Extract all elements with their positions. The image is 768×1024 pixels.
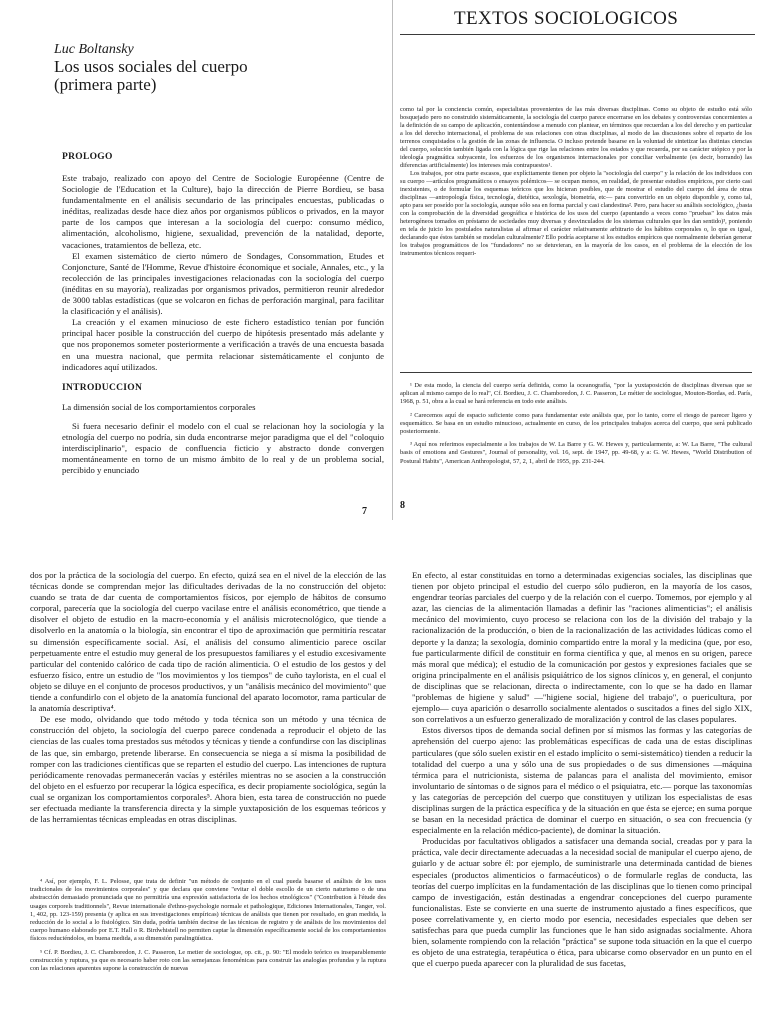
page7-paragraph-4: Si fuera necesario definir el modelo con el cual se relacionan hoy la sociología y la etnología del cuerpo no podría, sin duda encontrarse mejor paradigma que el del "coloquio interdisciplinario", espacio de confluencia ficticio y abstracto donde convergen momentáneamente en torno de un mismo ámbito de lo real y de un problema social, percibido y enunciado bbox=[62, 420, 384, 476]
prologo-heading: PROLOGO bbox=[62, 152, 113, 162]
footnote-4: ⁴ Así, por ejemplo, F. L. Pelosse, que trata de definir "un método de conjunto en el cual pueda basarse el análisis de los usos tradicionales de los movimientos corporales" y que declara que conviene "evitar el doble escollo de un cierto naturismo o de una abstracción demasiado pronunciada que no permitiría una expresión satisfactoria de los hechos etnológicos" ("Contribution à l'étude des usages corporels traditionnels", Revue internationale d'ethno-psychologie normale et pathologique, Ediciones Internationales, Tanger, vol. 1, 402, pp. 123-159) presenta (y aplica en sus investigaciones empíricas) técnicas de análisis que tienen por resultado, en gran medida, la reducción de lo social a lo fisiológico. Sin duda, podría también decirse de las técnicas de registro y de análisis de los movimientos del cuerpo humano elaborado por E.T. Hall o R. Birdwhistell no permiten captar la dimensión específicamente social de los comportamientos físicos reduciéndolos, en buena medida, a su dimensión paralingüística. bbox=[30, 878, 386, 943]
lower-left-footnotes bbox=[30, 878, 386, 1024]
lower-right-paragraph-3: Producidas por facultativos obligados a satisfacer una demanda social, creadas por y para la práctica, vale decir directamente adecuadas a la necesidad social de manipular el cuerpo ajeno, de guiarlo y de actuar sobre él: por ejemplo, de suministrarle una determinada cantidad de bienes especiales (productos alimenticios o farmacéuticos) o de formularle reglas de conducta, las teorías del cuerpo implícitas en la fundamentación de las disciplinas que lo tienen como principal campo de investigación, están destinadas a engendrar concepciones del cuerpo puramente funcionalistas. Este se convierte en una suerte de instrumento ajustado a fines específicos, que posee correlativamente y, en cierto modo por esencia, necesidades especiales que deben ser satisfechas para que pueda cumplir las funciones que le han sido asignadas socialmente. Ahora bien, solamente rompiendo con la relación "práctica" se supone toda situación en la que el cuerpo es objeto de una estrategia, terapéutica o ética, para ubicarse como observador en un punto en el que el cuerpo pueda aparecer con la pluralidad de sus facetas, bbox=[412, 836, 752, 969]
page-gutter bbox=[392, 0, 393, 520]
lower-right-column bbox=[412, 570, 752, 1024]
lower-left-paragraph-2: De ese modo, olvidando que todo método y toda técnica son un método y una técnica de construcción del objeto, la sociología del cuerpo parece condenada a reproducir el objeto de las ciencias de las cuales toma prestados sus métodos y técnicas y tiende a confundirse con las disciplinas de las que, sin embargo, pretende liberarse. En consecuencia se niega a sí misma la posibilidad de romper con las tradiciones científicas que se reparten el estudio del cuerpo. Las intenciones de ruptura periódicamente renovadas permanecerán vacías y estériles mientras no se asocien a la construcción del objeto en el esfuerzo por recuperar la lógica específica, es decir propiamente sociológica, según la cual se organizan los comportamientos corporales⁵. Ahora bien, esta tarea de construcción no puede ser efectuada mediante la transferencia directa y la simple yuxtaposición de los esquemas teóricos y de las herramientas técnicas empleadas en otras disciplinas. bbox=[30, 714, 386, 825]
footnote-1: ¹ De esta modo, la ciencia del cuerpo sería definida, como la oceanografía, "por la yuxtaposición de disciplinas diversas que se aplican al mismo campo de lo real", Cf. Bordieu, J. C. Chamboredon, J. C. Passeron, Le métier de sociologue, Mouton-Bordas, ed. París, 1968, p. 51, obra a la cual se hará referencia en todo este análisis. bbox=[400, 382, 752, 406]
section-subheading: La dimensión social de los comportamientos corporales bbox=[62, 401, 256, 412]
page7-paragraph-3: La creación y el examen minucioso de este fichero estadístico tenían por función principal hacer posible la construcción del cuerpo de hipótesis presentado más adelante y que nos proponemos someter posteriormente a verificación a través de una encuesta basada en una muestra nacional, que permita relacionar sistemáticamente el conjunto de indicadores aquí utilizados. bbox=[62, 317, 384, 372]
series-title: TEXTOS SOCIOLOGICOS bbox=[454, 8, 679, 29]
article-title-line1: Los usos sociales del cuerpo bbox=[54, 57, 248, 76]
footnote-3: ³ Aquí nos referimos especialmente a los trabajos de W. La Barre y G. W. Hewes y, particularmente, a: W. La Barre, "The cultural basis of emotions and Gestures", Journal of personality, vol. 16, sept. de 1947, pp. 49-68, y a: G. W. Hewes, "World Distribution of Postural Habits", American Anthropologist, 57, 2, 1, abril de 1955, pp. 231-244. bbox=[400, 441, 752, 465]
footnote-5: ⁵ Cf. P. Bordieu, J. C. Chamboredon, J. C. Passeron, Le metier de sociologue, op. cit., p. 90: "El modelo teórico es inseparablemente construcción y ruptura, ya que es necesario haber roto con las semejanzas fenoménicas para construir las analogías profundas y la ruptura con las relaciones aparentes supone la construcción de nuevas bbox=[30, 948, 386, 973]
page8-footnotes bbox=[400, 382, 752, 494]
page7-paragraph-2: El examen sistemático de cierto número de Sondages, Consommation, Etudes et Conjoncture, Santé de l'Homme, Revue d'histoire économique et sociale, Annales, etc., y la recolección de las principales investigaciones relacionadas con la sociología del cuerpo (inéditas en su mayoría), realizadas por organismos privados, permitieron reunir alrededor de 3000 tablas estadísticas (que se volcaron en fichas de perforación marginal, para facilitar la clasificación y el análisis). bbox=[62, 250, 384, 317]
page-number-7: 7 bbox=[362, 506, 367, 517]
lower-left-column bbox=[30, 570, 386, 860]
page-number-8: 8 bbox=[400, 500, 405, 511]
introduccion-heading: INTRODUCCION bbox=[62, 382, 143, 393]
page8-column bbox=[400, 106, 752, 368]
page8-footnote-rule bbox=[400, 372, 752, 373]
page7-paragraph-1: Este trabajo, realizado con apoyo del Centre de Sociologie Européenne (Centre de Sociologie de l'Education et la Culture), bajo la dirección de Pierre Bordieu, se basa fundamentalmente en el análisis secundario de las principales encuestas, publicadas o inéditas, realizadas desde hace diez años por organismos públicos o privados, en la mayor parte de los campos que interesan a la sociología del cuerpo: consumo médico, alimentación, alcoholismo, higiene, sexualidad, prevención de la natalidad, deporte, vacaciones, tratamientos de belleza, etc. bbox=[62, 173, 384, 250]
page8-paragraph-2: Los trabajos, por otra parte escasos, que explícitamente tienen por objeto la "sociología del cuerpo" y la relación de los individuos con su cuerpo —artículos programáticos o ensayos polémicos— se ocupan menos, en realidad, de presentar estudios empíricos, por cierto casi inexistentes, o de formular los esquemas teóricos que los hicieran posibles, que de mostrar el estudio del cuerpo del área de otras disciplinas —antropología física, tecnología, dietética, sexología, biometría, etc— para convertirlo en un objeto disponible y, como tal, apto para ser poseído por la sociología, aunque sólo sea en forma parcial y casi clandestina². Pero, para hacer su análisis sociológico, ¿basta con la comprobación de la diversidad geográfica e histórica de los usos del cuerpo (apuntando a veces como "pruebas" los datos más heterogéneos tomados en préstamo de sociedades muy diversas y desvinculados de los sistemas culturales que les dan sentido)³, poniendo en tela de juicio los postulados naturalistas al afirmar el carácter relativamente arbitrario de los hábitos corporales o, lo que es igual, declarando que éstos también se modelan culturalmente? Ello podría aceptarse si los estudios empíricos que normalmente deberían generar los trabajos programáticos de los "fundadores" no se detuvieran, en la mayoría de los casos, en el problema de la elección de los instrumentos técnicos requeri- bbox=[400, 170, 752, 257]
article-title bbox=[54, 58, 384, 94]
lower-right-paragraph-1: En efecto, al estar constituidas en torno a determinadas exigencias sociales, las disciplinas que tienen por objeto principal el estudio del cuerpo sólo pudieron, en la mayoría de los casos, engendrar teorías parciales del cuerpo y de la relación con el cuerpo. Tomemos, por ejemplo y al azar, las ciencias de la alimentación llamadas a definir las "raciones alimenticias"; el análisis mecánico del movimiento, cuyo proceso se relaciona con los de la división del trabajo y la racionalización de la producción, o bien de la racionalización de las actividades lúdicas como el deporte y la danza; la sexología, dominio compartido entre la moral y la medicina (que, por eso, fue particularmente difícil de constituir en forma científica y que, al menos en su origen, parece más moral que médica); el estudio de la comunicación por gestos y expresiones faciales que se origina principalmente en el análisis psiquiátrico de los signos clínicos y, en general, el conjunto de disciplinas que se relacionan, directa o indirectamente, con lo que se ha dado en llamar "problemas de higiene y salud" —"higiene social, higiene del trabajo", o puericultura, por ejemplo— cuya aparición o desarrollo socialmente alentados o suscitados a fines del siglo XIX, son correlativos a un esfuerzo generalizado de moralización y control de las clases populares. bbox=[412, 570, 752, 725]
page8-paragraph-1: como tal por la conciencia común, especialistas provenientes de las más diversas disciplinas. Como su objeto de estudio está sólo bosquejado pero no construido sistemáticamente, la sociología del cuerpo parece encerrarse en los debates y controversias concernientes a la definición de su campo de aplicación, contentándose a menudo con plantear, en términos que recuerdan a los del derecho y en particular a los del derecho internacional, el problema de sus relaciones con otras disciplinas, al modo de las discusiones sobre el reparto de los terrenos conquistados o la gestión de las zonas de influencia. O incluso pretende basarse en la voluntad de sintetizar las distintas ciencias del cuerpo, solución también ligada con la lógica que rige las relaciones entre los estados y que recuerda, por su carácter utópico y por la ideología pragmática subyacente, los esfuerzos de los organismos internacionales por conciliar verbalmente (es decir, borrando) las diferencias artificialmente) los intereses más contrapuestos¹. bbox=[400, 106, 752, 169]
article-title-line2: (primera parte) bbox=[54, 75, 157, 94]
author-name: Luc Boltansky bbox=[54, 42, 134, 57]
page7-column bbox=[62, 152, 384, 500]
lower-right-paragraph-2: Estos diversos tipos de demanda social definen por sí mismos las formas y las categorías de aprehensión del cuerpo ajeno: las problemáticas específicas de cada una de estas disciplinas particulares (que sólo suelen existir en el estado implícito o semi-sistemático) tienden a reducir la totalidad del cuerpo a una y sólo una de sus propiedades o de sus dimensiones —máquina térmica para el nutricionista, sistema de palancas para el analista del movimiento, emisor involuntario de síntomas o de signos para el médico o el psiquiatra, etc.— porque las taxonomías y las categorías de percepción del cuerpo que constituyen y utilizan los especialistas de esas disciplinas surgen de la práctica específica y de la situación en que ésta se ejerce; en suma porque se basan en la necesidad práctica de dominar el cuerpo en situación, o sea con frecuencia (y especialmente en la relación médico-paciente), de dominar la situación. bbox=[412, 725, 752, 836]
footnote-2: ² Carecemos aquí de espacio suficiente como para fundamentar este análisis que, por lo tanto, corre el riesgo de parecer ligero y esquemático. Se basa en un estudio minucioso, actualmente en curso, de los principales trabajos acerca del cuerpo, que será publicado posteriormente. bbox=[400, 411, 752, 436]
header-rule-right bbox=[400, 34, 755, 35]
lower-left-paragraph-1: dos por la práctica de la sociología del cuerpo. En efecto, quizá sea en el nivel de la elección de las técnicas donde se comprendan mejor las dificultades derivadas de la no construcción del objeto: cuando se trata de dar cuenta de comportamientos físicos, por ejemplo de hábitos de consumo corporal, parecería que la sociología del cuerpo vacilase entre el análisis econométrico, que tiende a disolver el objeto de estudio en la macro-economía y el análisis microtecnológico, que tiende a disolverlo en la anatomía o la biología, sin encontrar el tipo de aproximación que permitiría rescatar su dimensión específicamente social. Así, el análisis del consumo alimenticio parece oscilar perpetuamente entre el estudio muy general de los presupuestos familiares y el estudio excesivamente particular del contenido calórico de cada tipo de ración alimenticia. O el estudio de los gestos y del esfuerzo físico, entre un estudio de "los movimientos y los tiempos" de cuño taylorista, en el cual el objeto se diluye en el conjunto de procesos productivos, y un "análisis mecánico del movimiento" que tiende a confundirlo con el objeto de la anatomía funcional del aparato locomotor, rama particular de la anatomía descriptiva⁴. bbox=[30, 570, 386, 714]
